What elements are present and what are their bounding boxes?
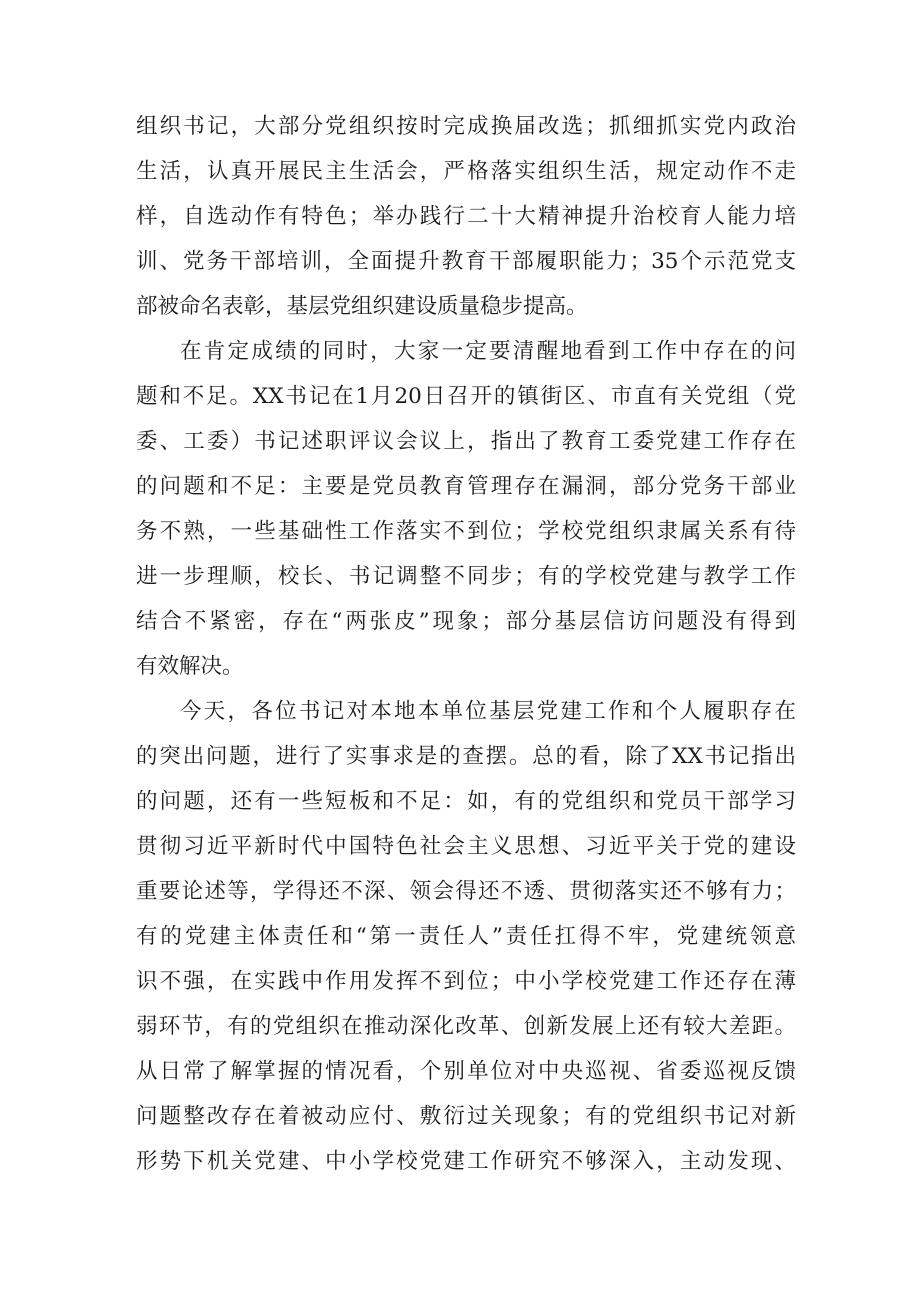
paragraph-3-line-5: 重要论述等，学得还不深、领会得还不透、贯彻落实还不够有力； [136, 879, 796, 904]
paragraph-2-line-7: 结合不紧密，存在“两张皮”现象；部分基层信访问题没有得到 [136, 609, 796, 634]
paragraph-2-line-3: 委、工委）书记述职评议会议上，指出了教育工委党建工作存在 [136, 429, 796, 454]
paragraph-2-line-2: 题和不足。XX书记在1月20日召开的镇街区、市直有关党组（党 [136, 384, 796, 409]
paragraph-2-line-8: 有效解决。 [136, 654, 244, 679]
paragraph-3-line-2: 的突出问题，进行了实事求是的查摆。总的看，除了XX书记指出 [136, 744, 796, 769]
paragraph-3-line-6: 有的党建主体责任和“第一责任人”责任扛得不牢，党建统领意 [136, 924, 796, 949]
paragraph-3-line-8: 弱环节，有的党组织在推动深化改革、创新发展上还有较大差距。 [136, 1014, 796, 1039]
paragraph-2-line-4: 的问题和不足：主要是党员教育管理存在漏洞，部分党务干部业 [136, 474, 796, 499]
paragraph-1-line-4: 训、党务干部培训，全面提升教育干部履职能力；35个示范党支 [136, 249, 796, 274]
paragraph-3-line-9: 从日常了解掌握的情况看，个别单位对中央巡视、省委巡视反馈 [136, 1059, 796, 1084]
paragraph-1-line-1: 组织书记，大部分党组织按时完成换届改选；抓细抓实党内政治 [136, 114, 796, 139]
paragraph-3-line-11: 形势下机关党建、中小学校党建工作研究不够深入，主动发现、 [136, 1149, 796, 1174]
paragraph-2-line-1: 在肯定成绩的同时，大家一定要清醒地看到工作中存在的问 [180, 339, 796, 364]
paragraph-3-line-1: 今天，各位书记对本地本单位基层党建工作和个人履职存在 [180, 699, 796, 724]
paragraph-3-line-3: 的问题，还有一些短板和不足：如，有的党组织和党员干部学习 [136, 789, 796, 814]
paragraph-3-line-4: 贯彻习近平新时代中国特色社会主义思想、习近平关于党的建设 [136, 834, 796, 859]
paragraph-1-line-3: 样，自选动作有特色；举办践行二十大精神提升治校育人能力培 [136, 204, 796, 229]
paragraph-1-line-5: 部被命名表彰，基层党组织建设质量稳步提高。 [136, 294, 588, 319]
paragraph-2-line-5: 务不熟，一些基础性工作落实不到位；学校党组织隶属关系有待 [136, 519, 796, 544]
paragraph-1-line-2: 生活，认真开展民主生活会，严格落实组织生活，规定动作不走 [136, 159, 796, 184]
paragraph-2-line-6: 进一步理顺，校长、书记调整不同步；有的学校党建与教学工作 [136, 564, 796, 589]
paragraph-3-line-7: 识不强，在实践中作用发挥不到位；中小学校党建工作还存在薄 [136, 969, 796, 994]
paragraph-3-line-10: 问题整改存在着被动应付、敷衍过关现象；有的党组织书记对新 [136, 1104, 796, 1129]
